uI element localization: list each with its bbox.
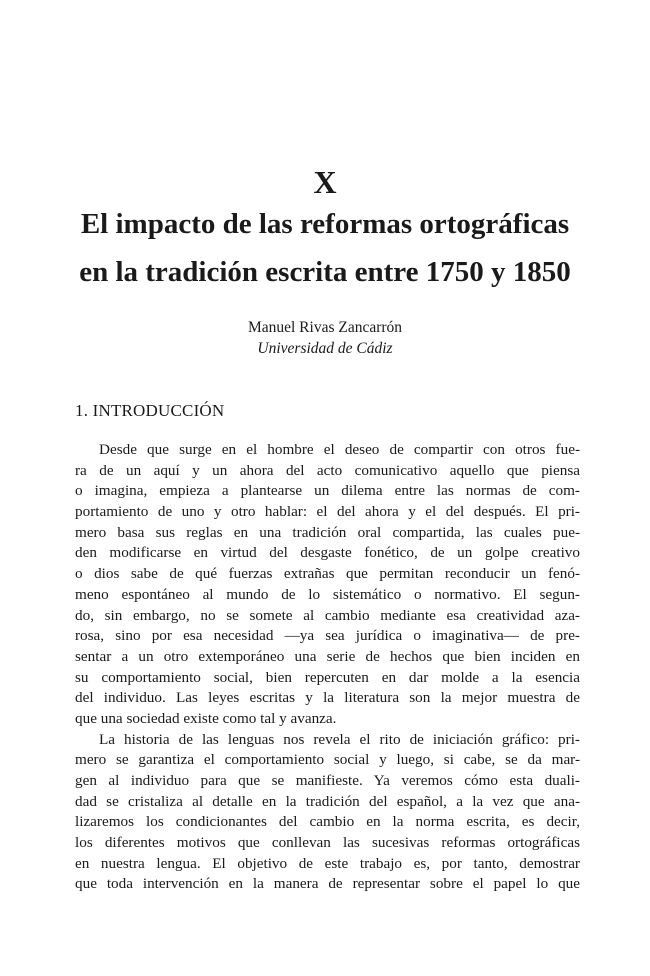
text-line: mero se garantiza el comportamiento social y luego, si cabe, se da mar-	[75, 751, 580, 769]
text-line: mero basa sus reglas en una tradición oral compartida, las cuales pue-	[75, 523, 580, 541]
text-line: rosa, sino por esa necesidad —ya sea jurídica o imaginativa— de pre-	[75, 627, 580, 645]
text-line: su comportamiento social, bien repercuten en dar molde a la esencia	[75, 668, 580, 686]
text-line: ra de un aquí y un ahora del acto comunicativo aquello que piensa	[75, 461, 580, 479]
text-line: Desde que surge en el hombre el deseo de compartir con otros fue-	[99, 441, 580, 458]
chapter-title	[40, 200, 610, 296]
text-line: en nuestra lengua. El objetivo de este trabajo es, por tanto, demostrar	[75, 854, 580, 872]
text-line: do, sin embargo, no se somete al cambio mediante esa creatividad aza-	[75, 606, 580, 624]
text-line: den modificarse en virtud del desgaste fonético, de un golpe creativo	[75, 544, 580, 562]
text-line: los diferentes motivos que conllevan las sucesivas reformas ortográficas	[75, 834, 580, 852]
text-line: gen al individuo para que se manifieste. Ya veremos cómo esta duali-	[75, 772, 580, 789]
chapter-number: X	[313, 164, 337, 200]
text-line: que una sociedad existe como tal y avanza.	[75, 709, 337, 727]
paragraph	[75, 730, 580, 896]
text-line: o imagina, empieza a plantearse un dilema entre las normas de com-	[75, 482, 580, 500]
text-line: que toda intervención en la manera de representar sobre el papel lo que	[75, 875, 580, 893]
author-affiliation: Universidad de Cádiz	[257, 340, 393, 357]
body-text	[75, 440, 580, 895]
text-line: La historia de las lenguas nos revela el rito de iniciación gráfico: pri-	[99, 730, 580, 748]
text-line: sentar a un otro extemporáneo una serie de hechos que bien inciden en	[75, 647, 580, 665]
text-line: o dios sabe de qué fuerzas extrañas que permitan reconducir un fenó-	[75, 565, 580, 583]
text-line: dad se cristaliza al detalle en la tradición del español, a la vez que ana-	[75, 792, 580, 810]
text-line: del individuo. Las leyes escritas y la literatura son la mejor muestra de	[75, 689, 580, 707]
paragraph	[75, 440, 580, 730]
text-line: portamiento de uno y otro hablar: el del ahora y el del después. El pri-	[75, 503, 580, 521]
author-name: Manuel Rivas Zancarrón	[247, 319, 403, 336]
chapter-title-line: El impacto de las reformas ortográficas	[80, 208, 570, 240]
chapter-title-line: en la tradición escrita entre 1750 y 1850	[79, 256, 571, 288]
text-line: lizaremos los condicionantes del cambio en la norma escrita, es decir,	[75, 813, 580, 831]
text-line: meno espontáneo al mundo de lo sistemático o normativo. El segun-	[75, 585, 580, 603]
section-heading: 1. INTRODUCCIÓN	[75, 401, 225, 420]
